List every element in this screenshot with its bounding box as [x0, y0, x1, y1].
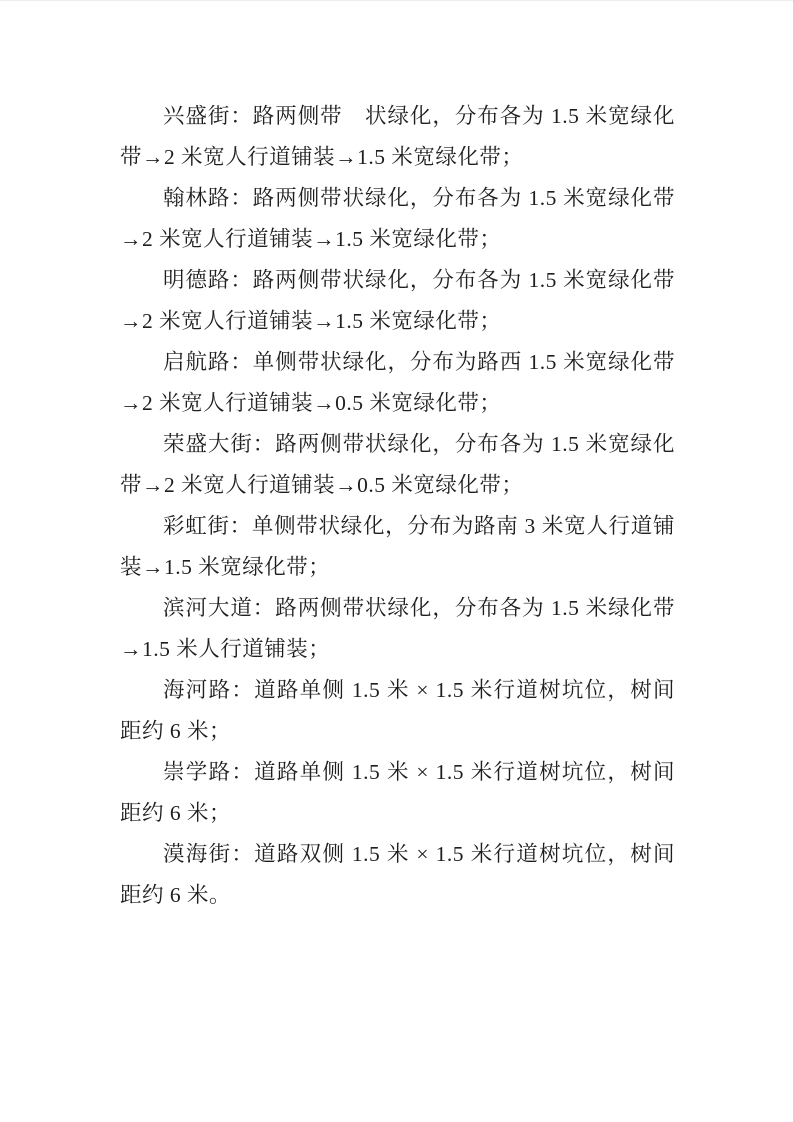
document-body [120, 96, 675, 916]
paragraph-mohai-street: 漠海街：道路双侧 1.5 米 × 1.5 米行道树坑位，树间距约 6 米。 [120, 842, 675, 907]
paragraph-qihang-road: 启航路：单侧带状绿化，分布为路西 1.5 米宽绿化带→2 米宽人行道铺装→0.5 米宽绿化带； [120, 350, 675, 415]
paragraph-xingsheng-street: 兴盛街：路两侧带 状绿化，分布各为 1.5 米宽绿化带→2 米宽人行道铺装→1.5 米宽绿化带； [120, 104, 675, 169]
paragraph-haihe-road: 海河路：道路单侧 1.5 米 × 1.5 米行道树坑位，树间距约 6 米； [120, 678, 675, 743]
paragraph-hanlin-road: 翰林路：路两侧带状绿化，分布各为 1.5 米宽绿化带→2 米宽人行道铺装→1.5 米宽绿化带； [120, 186, 675, 251]
paragraph-chongxue-road: 崇学路：道路单侧 1.5 米 × 1.5 米行道树坑位，树间距约 6 米； [120, 760, 675, 825]
paragraph-binhe-avenue: 滨河大道：路两侧带状绿化，分布各为 1.5 米绿化带→1.5 米人行道铺装； [120, 596, 675, 661]
paragraph-rongsheng-avenue: 荣盛大街：路两侧带状绿化，分布各为 1.5 米宽绿化带→2 米宽人行道铺装→0.5 米宽绿化带； [120, 432, 675, 497]
paragraph-mingde-road: 明德路：路两侧带状绿化，分布各为 1.5 米宽绿化带→2 米宽人行道铺装→1.5 米宽绿化带； [120, 268, 675, 333]
paragraph-caihong-street: 彩虹街：单侧带状绿化，分布为路南 3 米宽人行道铺装→1.5 米宽绿化带； [120, 514, 675, 579]
